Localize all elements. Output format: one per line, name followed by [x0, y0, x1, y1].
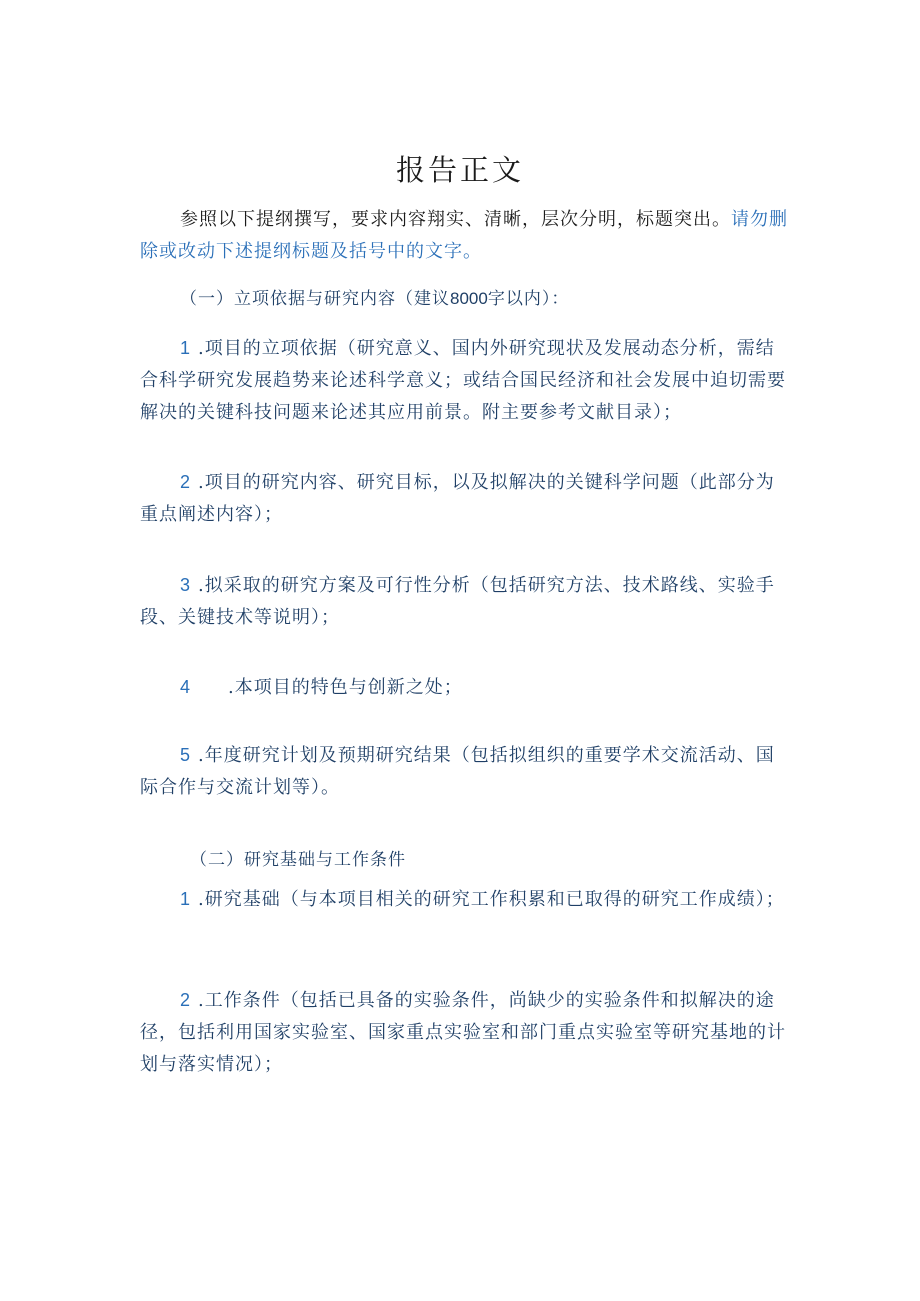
item-number: 3	[180, 575, 191, 595]
section2-item-2	[140, 984, 790, 1081]
item-number: 2	[180, 472, 191, 492]
section2-heading: （二）研究基础与工作条件	[190, 850, 406, 870]
section1-heading-pre: （一）立项依据与研究内容（建议	[180, 289, 450, 309]
item-number: 4	[180, 677, 191, 697]
section1-item-3	[140, 569, 790, 634]
item-text: .研究基础（与本项目相关的研究工作积累和已取得的研究工作成绩）；	[198, 889, 785, 910]
section1-item-2	[140, 466, 790, 531]
item-number: 5	[180, 745, 191, 765]
intro-warning: 请勿删除或改动下述提纲标题及括号中的文字。	[140, 209, 788, 262]
item-text: .拟采取的研究方案及可行性分析（包括研究方法、技术路线、实验手段、关键技术等说明）；	[140, 575, 775, 628]
section1-heading-post: 字以内）：	[487, 289, 570, 309]
section1-item-4	[140, 671, 790, 704]
item-number: 1	[180, 338, 191, 358]
item-text: .项目的立项依据（研究意义、国内外研究现状及发展动态分析，需结合科学研究发展趋势来论述科学意义；或结合国民经济和社会发展中迫切需要解决的关键科技问题来论述其应用前景。附主要参考文献目录）；	[140, 338, 786, 423]
item-text: .工作条件（包括已具备的实验条件，尚缺少的实验条件和拟解决的途径，包括利用国家实验室、国家重点实验室和部门重点实验室等研究基地的计划与落实情况）；	[140, 990, 786, 1075]
intro-instruction: 参照以下提纲撰写，要求内容翔实、清晰，层次分明，标题突出。	[180, 209, 731, 230]
intro-paragraph	[140, 204, 790, 268]
item-text: .年度研究计划及预期研究结果（包括拟组织的重要学术交流活动、国际合作与交流计划等）。	[140, 745, 775, 798]
item-text: .本项目的特色与创新之处；	[228, 677, 463, 698]
document-title: 报告正文	[395, 153, 524, 187]
item-number: 1	[180, 889, 191, 909]
item-text: .项目的研究内容、研究目标，以及拟解决的关键科学问题（此部分为重点阐述内容）；	[140, 472, 775, 525]
section1-item-5	[140, 739, 790, 804]
item-number: 2	[180, 990, 191, 1010]
section1-item-1	[140, 332, 790, 429]
section1-heading-num: 8000	[450, 289, 488, 308]
section1-heading	[180, 284, 569, 314]
section2-item-1	[140, 883, 790, 916]
